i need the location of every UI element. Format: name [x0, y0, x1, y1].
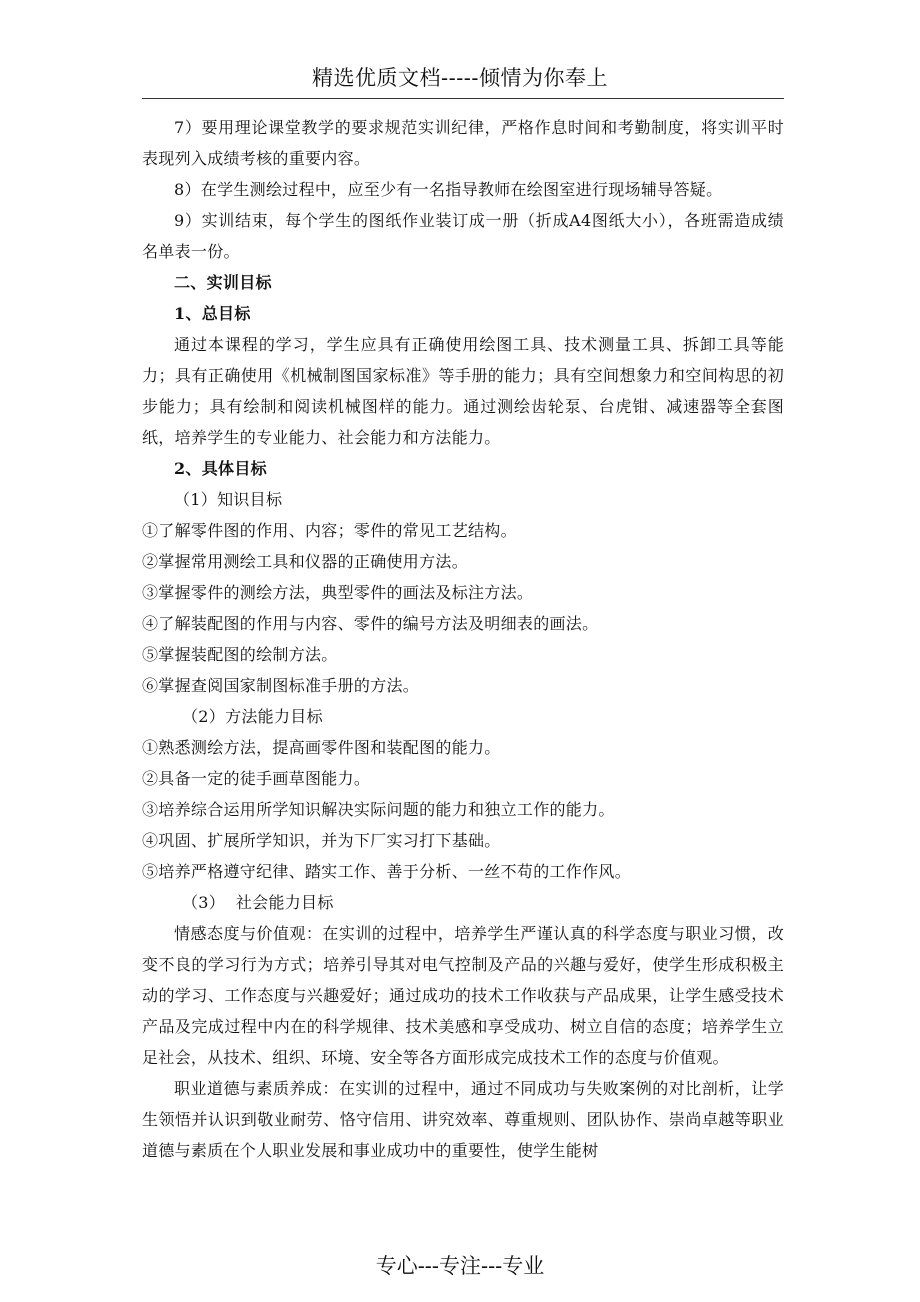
list-item: ②掌握常用测绘工具和仪器的正确使用方法。 — [142, 552, 469, 571]
list-item: ⑤掌握装配图的绘制方法。 — [142, 645, 338, 664]
heading-specific-goals: 2、具体目标 — [174, 459, 267, 478]
list-item: ⑥掌握查阅国家制图标准手册的方法。 — [142, 676, 420, 695]
header-divider — [142, 98, 784, 99]
list-item: ①熟悉测绘方法，提高画零件图和装配图的能力。 — [142, 738, 501, 757]
list-item: ⑤培养严格遵守纪律、踏实工作、善于分析、一丝不苟的工作作风。 — [142, 862, 632, 881]
paragraph-professional-ethics: 职业道德与素质养成：在实训的过程中，通过不同成功与失败案例的对比剖析，让学生领悟并认识到敬业耐劳、恪守信用、讲究效率、尊重规则、团队协作、崇尚卓越等职业道德与素质在个人职业发展和事业成功中的重要性，使学生能树 — [142, 1079, 784, 1160]
list-item: ③培养综合运用所学知识解决实际问题的能力和独立工作的能力。 — [142, 800, 615, 819]
document-body — [142, 112, 784, 1166]
list-item: ①了解零件图的作用、内容；零件的常见工艺结构。 — [142, 521, 517, 540]
paragraph-8: 8）在学生测绘过程中，应至少有一名指导教师在绘图室进行现场辅导答疑。 — [174, 180, 723, 199]
list-item: ③掌握零件的测绘方法，典型零件的画法及标注方法。 — [142, 583, 534, 602]
list-item: ④巩固、扩展所学知识，并为下厂实习打下基础。 — [142, 831, 501, 850]
list-item: ②具备一定的徒手画草图能力。 — [142, 769, 371, 788]
heading-overall-goal: 1、总目标 — [174, 304, 251, 323]
section-heading-training-goals: 二、实训目标 — [174, 273, 272, 292]
heading-method-goals: （2）方法能力目标 — [182, 707, 323, 726]
heading-social-goals: （3） 社会能力目标 — [182, 893, 334, 912]
paragraph-7: 7）要用理论课堂教学的要求规范实训纪律，严格作息时间和考勤制度，将实训平时表现列入成绩考核的重要内容。 — [142, 118, 784, 168]
page-header: 精选优质文档-----倾情为你奉上 — [312, 66, 608, 90]
heading-knowledge-goals: （1）知识目标 — [174, 490, 283, 509]
list-item: ④了解装配图的作用与内容、零件的编号方法及明细表的画法。 — [142, 614, 599, 633]
paragraph-9: 9）实训结束，每个学生的图纸作业装订成一册（折成A4图纸大小），各班需造成绩名单表一份。 — [142, 211, 784, 261]
paragraph-overall-goal: 通过本课程的学习，学生应具有正确使用绘图工具、技术测量工具、拆卸工具等能力；具有正确使用《机械制图国家标准》等手册的能力；具有空间想象力和空间构思的初步能力；具有绘制和阅读机械图样的能力。通过测绘齿轮泵、台虎钳、减速器等全套图纸，培养学生的专业能力、社会能力和方法能力。 — [142, 335, 784, 447]
paragraph-emotion-values: 情感态度与价值观：在实训的过程中，培养学生严谨认真的科学态度与职业习惯，改变不良的学习行为方式；培养引导其对电气控制及产品的兴趣与爱好，使学生形成积极主动的学习、工作态度与兴趣爱好；通过成功的技术工作收获与产品成果，让学生感受技术产品及完成过程中内在的科学规律、技术美感和享受成功、树立自信的态度；培养学生立足社会，从技术、组织、环境、安全等各方面形成完成技术工作的态度与价值观。 — [142, 924, 784, 1067]
page-footer: 专心---专注---专业 — [375, 1254, 545, 1278]
